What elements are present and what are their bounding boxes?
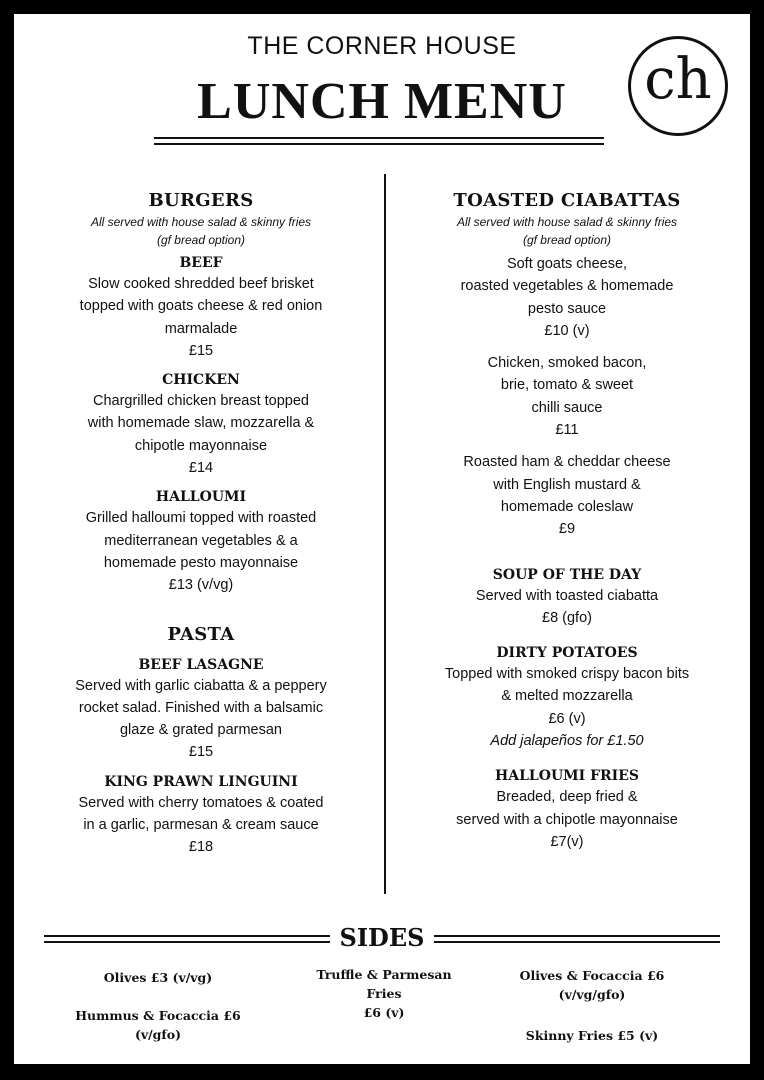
title-rule-bottom: [154, 143, 604, 145]
side-olives-focaccia-line1: Olives & Focaccia £6: [519, 968, 665, 983]
item-desc-line: with English mustard &: [493, 476, 641, 493]
item-price: £18: [188, 839, 214, 856]
item-title: HALLOUMI: [155, 489, 247, 506]
sides-rule-right-bottom: [434, 941, 720, 943]
ciabattas-note: All served with house salad & skinny fries: [456, 215, 678, 229]
item-desc-line: pesto sauce: [527, 300, 607, 317]
item-desc-line: served with a chipotle mayonnaise: [456, 811, 678, 828]
item-price: £11: [555, 422, 579, 439]
item-desc-line: mediterranean vegetables & a: [104, 532, 298, 549]
item-desc-line: topped with goats cheese & red onion: [79, 298, 323, 315]
item-price: £15: [188, 342, 214, 359]
sides-title: SIDES: [339, 923, 425, 952]
halloumi-fries-price: £7(v): [550, 833, 584, 850]
item-price: £10 (v): [544, 322, 590, 339]
dirty-potatoes-title: DIRTY POTATOES: [496, 645, 638, 662]
ciabattas-note-gf: (gf bread option): [522, 233, 612, 247]
item-desc-line: glaze & grated parmesan: [119, 722, 282, 739]
menu-title: LUNCH MENU: [197, 73, 567, 130]
soup-desc: Served with toasted ciabatta: [475, 587, 659, 604]
item-desc-line: in a garlic, parmesan & cream sauce: [83, 817, 319, 834]
logo-text: ch: [644, 47, 712, 112]
burgers-note: All served with house salad & skinny fries: [90, 215, 312, 229]
side-hummus-line1: Hummus & Focaccia £6: [75, 1008, 241, 1023]
item-desc-line: marmalade: [164, 320, 238, 337]
dirty-potatoes-extra: Add jalapeños for £1.50: [490, 733, 644, 750]
item-price: £13 (v/vg): [168, 577, 234, 594]
logo-monogram: [628, 36, 728, 136]
side-olives-focaccia-line2: (v/vg/gfo): [558, 987, 626, 1002]
sides-rule-right-top: [434, 935, 720, 937]
item-desc-line: brie, tomato & sweet: [500, 377, 634, 394]
item-price: £14: [188, 460, 214, 477]
item-desc-line: homemade pesto mayonnaise: [103, 554, 299, 571]
sides-rule-left-bottom: [44, 941, 330, 943]
item-desc-line: Breaded, deep fried &: [496, 789, 638, 806]
dirty-potatoes-price: £6 (v): [548, 710, 586, 727]
item-desc-line: Grilled halloumi topped with roasted: [85, 510, 317, 527]
side-hummus-line2: (v/gfo): [134, 1027, 182, 1042]
left-column: [36, 189, 366, 859]
item-desc-line: chipotle mayonnaise: [134, 437, 268, 454]
ciabattas-title: TOASTED CIABATTAS: [453, 190, 681, 211]
halloumi-fries-title: HALLOUMI FRIES: [494, 768, 639, 785]
side-truffle-price: £6 (v): [363, 1005, 405, 1020]
sides-rule-left-top: [44, 935, 330, 937]
item-desc-line: rocket salad. Finished with a balsamic: [78, 699, 324, 716]
item-title: BEEF LASAGNE: [138, 656, 264, 673]
burgers-note-gf: (gf bread option): [156, 233, 246, 247]
item-title: CHICKEN: [162, 372, 240, 389]
menu-page: [14, 14, 750, 1064]
item-desc-line: Slow cooked shredded beef brisket: [88, 276, 314, 292]
side-truffle-line1: Truffle & Parmesan: [316, 967, 452, 982]
item-title: BEEF: [179, 255, 223, 271]
item-desc-line: Roasted ham & cheddar cheese: [463, 454, 671, 471]
item-desc-line: homemade coleslaw: [500, 498, 634, 515]
item-title: KING PRAWN LINGUINI: [104, 773, 298, 790]
soup-title: SOUP OF THE DAY: [492, 566, 642, 583]
item-desc-line: with homemade slaw, mozzarella &: [87, 415, 315, 432]
item-desc-line: roasted vegetables & homemade: [460, 278, 674, 295]
item-price: £15: [188, 744, 214, 761]
side-skinny-fries: Skinny Fries £5 (v): [525, 1028, 659, 1043]
column-divider: [384, 174, 386, 894]
side-truffle-line2: Fries: [366, 986, 402, 1001]
item-price: £9: [558, 521, 576, 538]
item-desc-line: & melted mozzarella: [501, 688, 633, 705]
pasta-title: PASTA: [167, 623, 235, 645]
item-desc-line: Topped with smoked crispy bacon bits: [444, 666, 690, 683]
item-desc-line: Served with cherry tomatoes & coated: [78, 794, 324, 811]
item-desc-line: chilli sauce: [531, 399, 603, 416]
side-olives: Olives £3 (v/vg): [103, 970, 213, 985]
item-desc-line: Soft goats cheese,: [506, 256, 628, 272]
item-desc-line: Chargrilled chicken breast topped: [92, 393, 309, 410]
right-column: [402, 189, 732, 853]
item-desc-line: Chicken, smoked bacon,: [487, 355, 647, 372]
restaurant-name: THE CORNER HOUSE: [247, 32, 517, 60]
soup-price: £8 (gfo): [542, 609, 592, 626]
item-desc-line: Served with garlic ciabatta & a peppery: [75, 677, 327, 694]
burgers-title: BURGERS: [148, 190, 254, 211]
title-rule-top: [154, 137, 604, 139]
